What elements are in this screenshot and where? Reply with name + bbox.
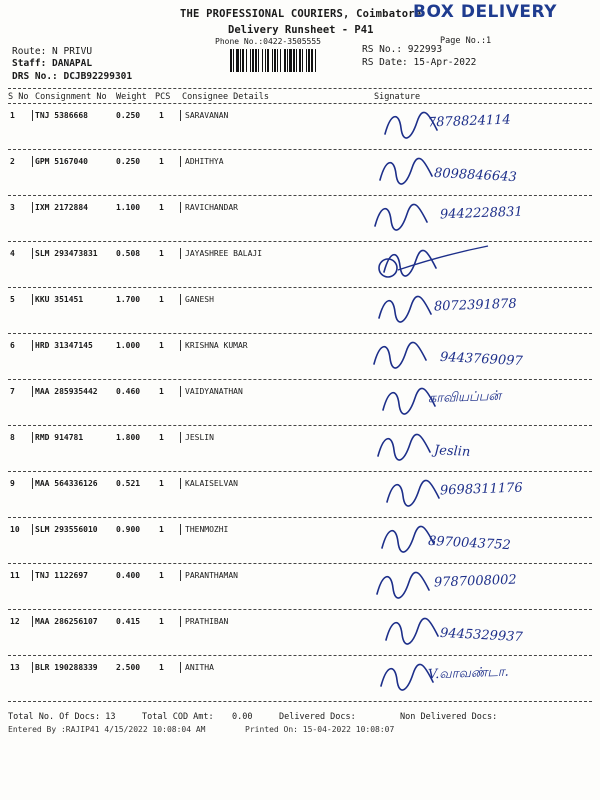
row-consignee: KALAISELVAN bbox=[185, 479, 238, 488]
signature-area bbox=[368, 564, 590, 610]
signature-handwriting: 9698311176 bbox=[439, 480, 523, 499]
row-consignee: RAVICHANDAR bbox=[185, 203, 238, 212]
field-separator bbox=[180, 110, 181, 121]
signature-area bbox=[368, 288, 590, 334]
row-sno: 2 bbox=[10, 157, 15, 166]
signature-area bbox=[368, 242, 590, 288]
field-separator bbox=[180, 662, 181, 673]
total-cod-value: 0.00 bbox=[232, 712, 253, 722]
row-consignment: SLM 293473831 bbox=[35, 249, 98, 258]
field-separator bbox=[32, 202, 33, 213]
row-sno: 13 bbox=[10, 663, 20, 672]
route-label: Route: N PRIVU bbox=[12, 46, 93, 57]
signature-handwriting: 9787008002 bbox=[433, 572, 517, 591]
table-row bbox=[0, 426, 600, 472]
table-row bbox=[0, 380, 600, 426]
row-pcs: 1 bbox=[159, 341, 164, 350]
row-consignment: KKU 351451 bbox=[35, 295, 84, 304]
signature-area bbox=[368, 656, 590, 702]
col-weight: Weight bbox=[116, 92, 147, 102]
drs-number: DRS No.: DCJB92299301 bbox=[12, 71, 133, 82]
table-row bbox=[0, 610, 600, 656]
delivered-docs: Delivered Docs: bbox=[279, 712, 356, 722]
signature-handwriting: Jeslin bbox=[433, 443, 471, 460]
row-pcs: 1 bbox=[159, 525, 164, 534]
rs-date: RS Date: 15-Apr-2022 bbox=[362, 57, 477, 68]
field-separator bbox=[32, 110, 33, 121]
row-consignee: VAIDYANATHAN bbox=[185, 387, 243, 396]
row-pcs: 1 bbox=[159, 617, 164, 626]
signature-handwriting: 9445329937 bbox=[439, 625, 524, 646]
table-row bbox=[0, 472, 600, 518]
signature-area bbox=[368, 472, 590, 518]
signature-handwriting: 8098846643 bbox=[433, 165, 518, 186]
field-separator bbox=[180, 478, 181, 489]
field-separator bbox=[32, 340, 33, 351]
row-pcs: 1 bbox=[159, 249, 164, 258]
row-pcs: 1 bbox=[159, 387, 164, 396]
table-row bbox=[0, 288, 600, 334]
row-weight: 1.700 bbox=[116, 295, 141, 304]
row-sno: 5 bbox=[10, 295, 15, 304]
field-separator bbox=[180, 524, 181, 535]
table-row bbox=[0, 196, 600, 242]
field-separator bbox=[32, 570, 33, 581]
row-consignment: TNJ 5386668 bbox=[35, 111, 88, 120]
field-separator bbox=[180, 156, 181, 167]
field-separator bbox=[32, 662, 33, 673]
table-row bbox=[0, 150, 600, 196]
row-consignee: PRATHIBAN bbox=[185, 617, 229, 626]
total-docs: Total No. Of Docs: 13 bbox=[8, 712, 116, 722]
field-separator bbox=[180, 616, 181, 627]
field-separator bbox=[32, 524, 33, 535]
field-separator bbox=[180, 340, 181, 351]
row-consignment: MAA 564336126 bbox=[35, 479, 98, 488]
col-sno: S No bbox=[8, 92, 29, 102]
row-sno: 9 bbox=[10, 479, 15, 488]
table-row bbox=[0, 518, 600, 564]
field-separator bbox=[32, 294, 33, 305]
row-weight: 0.250 bbox=[116, 157, 141, 166]
row-sno: 4 bbox=[10, 249, 15, 258]
col-signature: Signature bbox=[374, 92, 421, 102]
row-weight: 0.400 bbox=[116, 571, 141, 580]
row-sno: 3 bbox=[10, 203, 15, 212]
non-delivered-docs: Non Delivered Docs: bbox=[400, 712, 498, 722]
signature-handwriting: 8072391878 bbox=[433, 296, 517, 315]
row-consignment: BLR 190288339 bbox=[35, 663, 98, 672]
field-separator bbox=[32, 156, 33, 167]
signature-handwriting: 9443769097 bbox=[439, 349, 524, 370]
field-separator bbox=[180, 202, 181, 213]
row-sno: 11 bbox=[10, 571, 20, 580]
row-pcs: 1 bbox=[159, 157, 164, 166]
row-pcs: 1 bbox=[159, 433, 164, 442]
col-consignment: Consignment No bbox=[35, 92, 107, 102]
field-separator bbox=[32, 248, 33, 259]
barcode-image bbox=[230, 49, 336, 72]
row-weight: 0.521 bbox=[116, 479, 141, 488]
row-pcs: 1 bbox=[159, 111, 164, 120]
rs-number: RS No.: 922993 bbox=[362, 44, 443, 55]
row-weight: 1.800 bbox=[116, 433, 141, 442]
row-consignment: RMD 914781 bbox=[35, 433, 84, 442]
table-row bbox=[0, 334, 600, 380]
row-consignment: GPM 5167040 bbox=[35, 157, 88, 166]
row-sno: 10 bbox=[10, 525, 20, 534]
entered-by: Entered By :RAJIP41 4/15/2022 10:08:04 AM bbox=[8, 725, 206, 734]
field-separator bbox=[32, 616, 33, 627]
col-consignee: Consignee Details bbox=[182, 92, 269, 102]
row-consignee: JESLIN bbox=[185, 433, 214, 442]
row-consignee: KRISHNA KUMAR bbox=[185, 341, 248, 350]
row-sno: 6 bbox=[10, 341, 15, 350]
signature-handwriting: 7878824114 bbox=[427, 112, 511, 131]
row-pcs: 1 bbox=[159, 571, 164, 580]
total-cod-label: Total COD Amt: bbox=[142, 712, 214, 722]
row-consignment: HRD 31347145 bbox=[35, 341, 93, 350]
signature-handwriting: V.வாவண்டா. bbox=[427, 664, 509, 683]
field-separator bbox=[32, 478, 33, 489]
row-consignee: THENMOZHI bbox=[185, 525, 229, 534]
row-weight: 0.460 bbox=[116, 387, 141, 396]
row-consignee: JAYASHREE BALAJI bbox=[185, 249, 263, 258]
company-title: THE PROFESSIONAL COURIERS, Coimbatore bbox=[180, 8, 422, 20]
box-delivery-stamp: BOX DELIVERY bbox=[413, 2, 557, 22]
row-consignment: SLM 293556010 bbox=[35, 525, 98, 534]
signature-scribble bbox=[368, 242, 590, 288]
row-consignment: TNJ 1122697 bbox=[35, 571, 88, 580]
signature-area bbox=[368, 610, 590, 656]
row-pcs: 1 bbox=[159, 295, 164, 304]
signature-scribble bbox=[368, 426, 590, 472]
row-consignee: GANESH bbox=[185, 295, 214, 304]
row-sno: 7 bbox=[10, 387, 15, 396]
row-consignee: PARANTHAMAN bbox=[185, 571, 238, 580]
row-consignee: ANITHA bbox=[185, 663, 214, 672]
signature-area bbox=[368, 380, 590, 426]
row-weight: 2.500 bbox=[116, 663, 141, 672]
row-consignee: ADHITHYA bbox=[185, 157, 224, 166]
signature-area bbox=[368, 426, 590, 472]
field-separator bbox=[32, 432, 33, 443]
row-divider bbox=[8, 701, 592, 702]
row-sno: 12 bbox=[10, 617, 20, 626]
field-separator bbox=[180, 432, 181, 443]
table-row bbox=[0, 104, 600, 150]
row-consignment: MAA 286256107 bbox=[35, 617, 98, 626]
row-weight: 1.000 bbox=[116, 341, 141, 350]
row-sno: 1 bbox=[10, 111, 15, 120]
field-separator bbox=[180, 386, 181, 397]
row-pcs: 1 bbox=[159, 479, 164, 488]
row-pcs: 1 bbox=[159, 663, 164, 672]
signature-handwriting: காவியப்பன் bbox=[427, 388, 502, 407]
phone-number: Phone No.:0422-3505555 bbox=[215, 37, 321, 46]
signature-handwriting: 8970043752 bbox=[427, 533, 512, 554]
col-pcs: PCS bbox=[155, 92, 171, 102]
signature-area bbox=[368, 518, 590, 564]
signature-area bbox=[368, 196, 590, 242]
table-row bbox=[0, 242, 600, 288]
row-weight: 0.415 bbox=[116, 617, 141, 626]
signature-handwriting: 9442228831 bbox=[439, 204, 523, 223]
printed-on: Printed On: 15-04-2022 10:08:07 bbox=[245, 725, 395, 734]
field-separator bbox=[180, 294, 181, 305]
table-row bbox=[0, 656, 600, 702]
table-row bbox=[0, 564, 600, 610]
row-weight: 0.250 bbox=[116, 111, 141, 120]
page-number: Page No.:1 bbox=[440, 36, 492, 46]
row-weight: 0.508 bbox=[116, 249, 141, 258]
field-separator bbox=[180, 248, 181, 259]
row-consignment: MAA 285935442 bbox=[35, 387, 98, 396]
signature-area bbox=[368, 150, 590, 196]
row-consignment: IXM 2172884 bbox=[35, 203, 88, 212]
row-weight: 0.900 bbox=[116, 525, 141, 534]
field-separator bbox=[180, 570, 181, 581]
row-consignee: SARAVANAN bbox=[185, 111, 229, 120]
row-sno: 8 bbox=[10, 433, 15, 442]
staff-label: Staff: DANAPAL bbox=[12, 58, 93, 69]
signature-area bbox=[368, 104, 590, 150]
field-separator bbox=[32, 386, 33, 397]
row-pcs: 1 bbox=[159, 203, 164, 212]
row-weight: 1.100 bbox=[116, 203, 141, 212]
signature-area bbox=[368, 334, 590, 380]
header-top-rule bbox=[8, 88, 592, 89]
runsheet-subtitle: Delivery Runsheet - P41 bbox=[228, 24, 374, 36]
